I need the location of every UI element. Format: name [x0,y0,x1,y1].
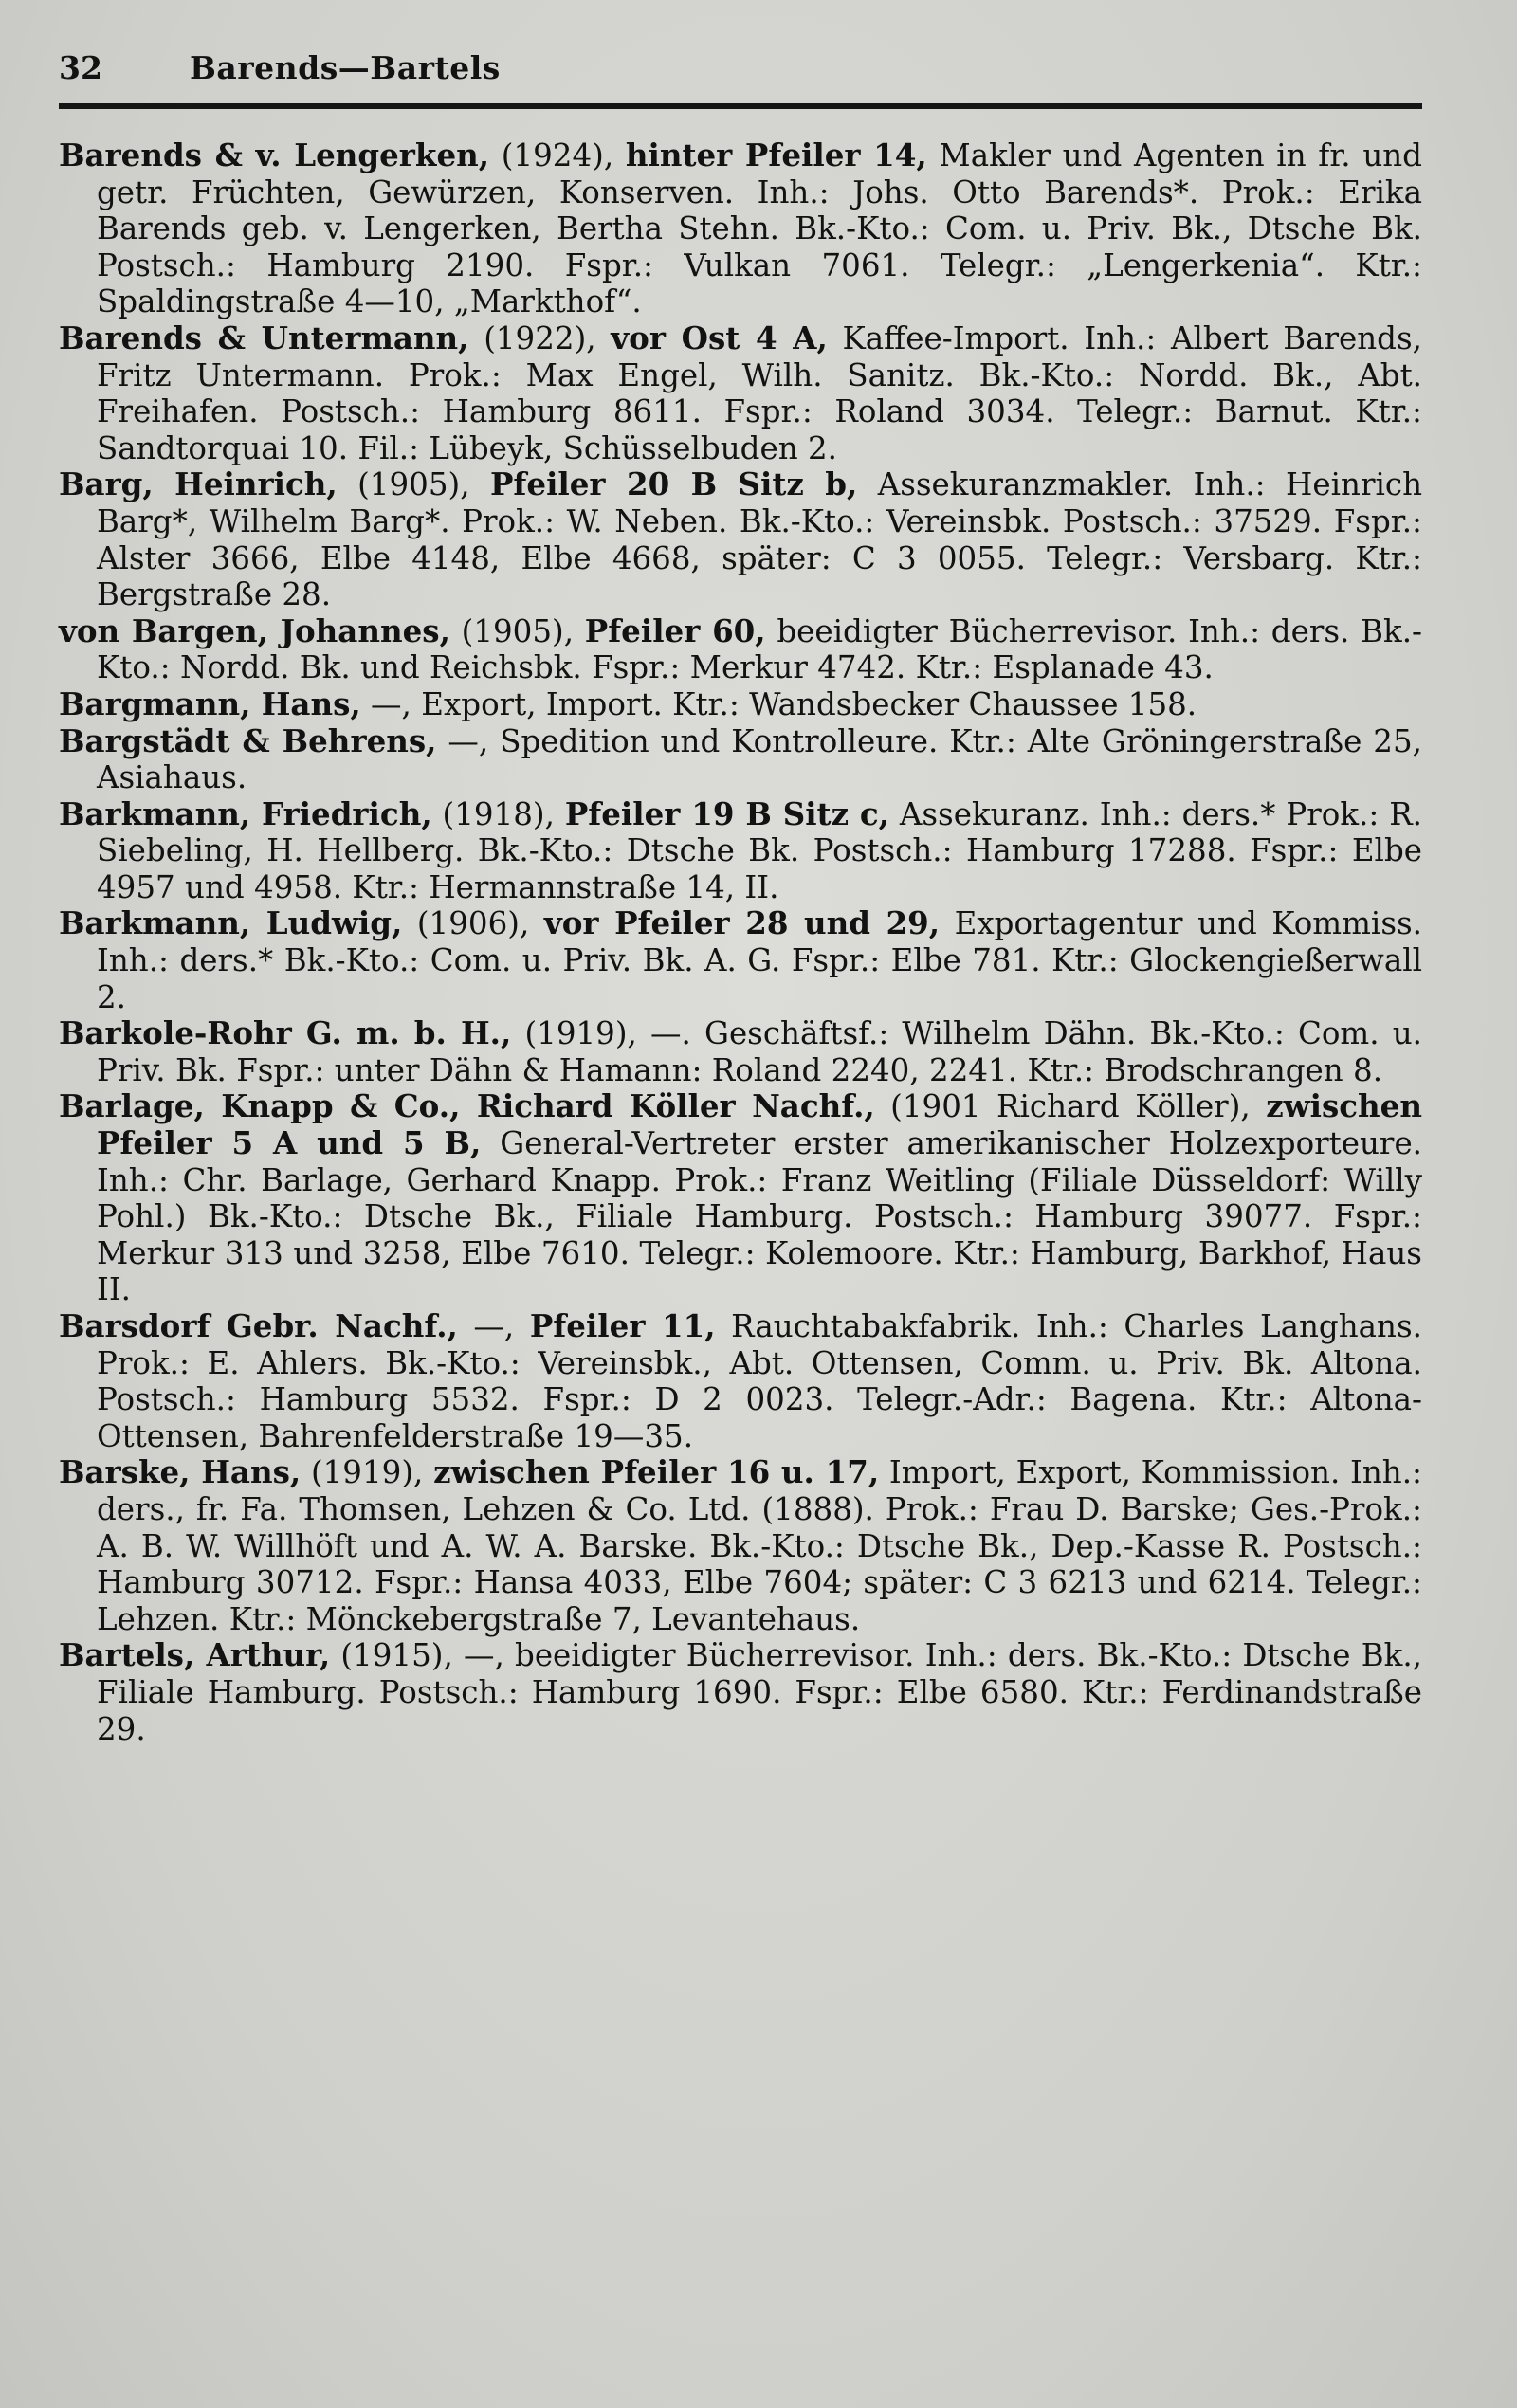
entry-name: Bargstädt & Behrens, [59,721,437,759]
directory-entry [59,613,1422,686]
entry-name: Barg, Heinrich, [59,465,338,503]
entry-details: Rauchtabakfabrik. Inh.: Charles Langhans. Prok.: E. Ahlers. Bk.-Kto.: Vereinsbk., Abt. Ottensen, Comm. u. Priv. Bk. Altona. Postsch.: Hamburg 5532. Fspr.: D 2 0023. Telegr.-Adr.: Bagena. Ktr.: Altona-Ottensen, Bahrenfelderstraße 19—35. [97,1308,1422,1454]
entry-name: Barkole-Rohr G. m. b. H., [59,1014,512,1052]
directory-entry [59,466,1422,612]
entry-name: Bargmann, Hans, [59,684,361,722]
directory-entry [59,686,1422,723]
entry-location: hinter Pfeiler 14, [625,137,927,173]
directory-entry [59,796,1422,906]
page-number: 32 [59,49,102,86]
entry-name: Barends & v. Lengerken, [59,137,490,173]
entry-year: (1901 Richard Köller), [874,1088,1267,1125]
entry-location: zwischen Pfeiler 5 A und 5 B, [97,1087,1422,1162]
entry-name: Barkmann, Friedrich, [59,794,432,832]
entry-year: —, [360,685,422,722]
entry-year: —, [457,1308,530,1344]
entry-year: —, [436,722,501,759]
directory-entry [59,1088,1422,1308]
entry-name: Barends & Untermann, [59,319,469,356]
running-head: Barends—Bartels [190,49,501,86]
directory-entry [59,1637,1422,1747]
entry-location: zwischen Pfeiler 16 u. 17, [433,1453,880,1491]
directory-entry [59,320,1422,466]
entry-year: (1924), [489,137,626,173]
entry-name: Barsdorf Gebr. Nachf., [59,1307,458,1344]
directory-entry [59,905,1422,1015]
entry-year: (1905), [337,466,490,503]
entry-name: Bartels, Arthur, [59,1636,331,1674]
entry-name: Barkmann, Ludwig, [59,904,403,942]
entry-details: Exportagentur und Kommiss. Inh.: ders.* Bk.-Kto.: Com. u. Priv. Bk. A. G. Fspr.: Elbe 781. Ktr.: Glockengießerwall 2. [97,905,1423,1015]
directory-entry [59,137,1422,320]
entry-year: (1918), [431,795,565,832]
entry-location: Pfeiler 60, [584,611,766,649]
directory-entry [59,1454,1422,1637]
directory-entry [59,723,1422,796]
directory-entry [59,1015,1422,1088]
entry-details: Makler und Agenten in fr. und getr. Früchten, Gewürzen, Konserven. Inh.: Johs. Otto Barends*. Prok.: Erika Barends geb. v. Lengerken, Bertha Stehn. Bk.-Kto.: Com. u. Priv. Bk., Dtsche Bk. Postsch.: Hamburg 2190. Fspr.: Vulkan 7061. Telegr.: „Lengerkenia“. Ktr.: Spaldingstraße 4—10, „Markthof“. [97,137,1422,320]
entry-year: (1905), [449,612,585,649]
entry-year: (1919), [301,1454,434,1491]
entry-year: (1915), —, [330,1637,516,1674]
entry-location: vor Ost 4 A, [611,319,828,356]
entry-year: (1922), [468,319,612,356]
entry-location: Pfeiler 19 B Sitz c, [564,794,889,832]
entry-name: Barlage, Knapp & Co., Richard Köller Nachf., [59,1087,875,1125]
entry-details: Kaffee-Import. Inh.: Albert Barends, Fritz Untermann. Prok.: Max Engel, Wilh. Sanitz. Bk.-Kto.: Nordd. Bk., Abt. Freihafen. Postsch.: Hamburg 8611. Fspr.: Roland 3034. Telegr.: Barnut. Ktr.: Sandtorquai 10. Fil.: Lübeyk, Schüsselbuden 2. [97,319,1422,466]
entry-details: Export, Import. Ktr.: Wandsbecker Chaussee 158. [421,685,1197,722]
entry-name: von Bargen, Johannes, [59,611,450,649]
entry-name: Barske, Hans, [59,1453,302,1491]
page-header [59,49,1422,97]
entry-location: vor Pfeiler 28 und 29, [543,904,941,942]
entry-year: (1919), —. [511,1015,704,1052]
directory-entry [59,1308,1422,1454]
entry-details: Assekuranz. Inh.: ders.* Prok.: R. Siebeling, H. Hellberg. Bk.-Kto.: Dtsche Bk. Postsch.: Hamburg 17288. Fspr.: Elbe 4957 und 4958. Ktr.: Hermannstraße 14, II. [97,795,1422,905]
entry-details: Spedition und Kontrolleure. Ktr.: Alte Gröningerstraße 25, Asiahaus. [97,722,1422,796]
entry-details: Geschäftsf.: Wilhelm Dähn. Bk.-Kto.: Com. u. Priv. Bk. Fspr.: unter Dähn & Hamann: Roland 2240, 2241. Ktr.: Brodschrangen 8. [97,1015,1422,1088]
entry-details: Import, Export, Kommission. Inh.: ders., fr. Fa. Thomsen, Lehzen & Co. Ltd. (1888). Prok.: Frau D. Barske; Ges.-Prok.: A. B. W. Willhöft und A. W. A. Barske. Bk.-Kto.: Dtsche Bk., Dep.-Kasse R. Postsch.: Hamburg 30712. Fspr.: Hansa 4033, Elbe 7604; später: C 3 6213 und 6214. Telegr.: Lehzen. Ktr.: Mönckebergstraße 7, Levantehaus. [97,1454,1422,1637]
entry-details: General-Vertreter erster amerikanischer Holzexporteure. Inh.: Chr. Barlage, Gerhard Knapp. Prok.: Franz Weitling (Filiale Düsseldorf: Willy Pohl.) Bk.-Kto.: Dtsche Bk., Filiale Hamburg. Postsch.: Hamburg 39077. Fspr.: Merkur 313 und 3258, Elbe 7610. Telegr.: Kolemoore. Ktr.: Hamburg, Barkhof, Haus II. [97,1125,1423,1308]
entry-location: Pfeiler 20 B Sitz b, [489,465,858,503]
entry-details: beeidigter Bücherrevisor. Inh.: ders. Bk.-Kto.: Nordd. Bk. und Reichsbk. Fspr.: Merkur 4742. Ktr.: Esplanade 43. [97,612,1423,686]
entry-list [59,137,1422,1747]
header-rule [59,103,1422,109]
entry-details: Assekuranzmakler. Inh.: Heinrich Barg*, Wilhelm Barg*. Prok.: W. Neben. Bk.-Kto.: Vereinsbk. Postsch.: 37529. Fspr.: Alster 3666, Elbe 4148, Elbe 4668, später: C 3 0055. Telegr.: Versbarg. Ktr.: Bergstraße 28. [97,466,1423,613]
entry-year: (1906), [402,905,544,942]
entry-details: beeidigter Bücherrevisor. Inh.: ders. Bk.-Kto.: Dtsche Bk., Filiale Hamburg. Postsch.: Hamburg 1690. Fspr.: Elbe 6580. Ktr.: Ferdinandstraße 29. [97,1637,1422,1747]
entry-location: Pfeiler 11, [529,1307,716,1344]
